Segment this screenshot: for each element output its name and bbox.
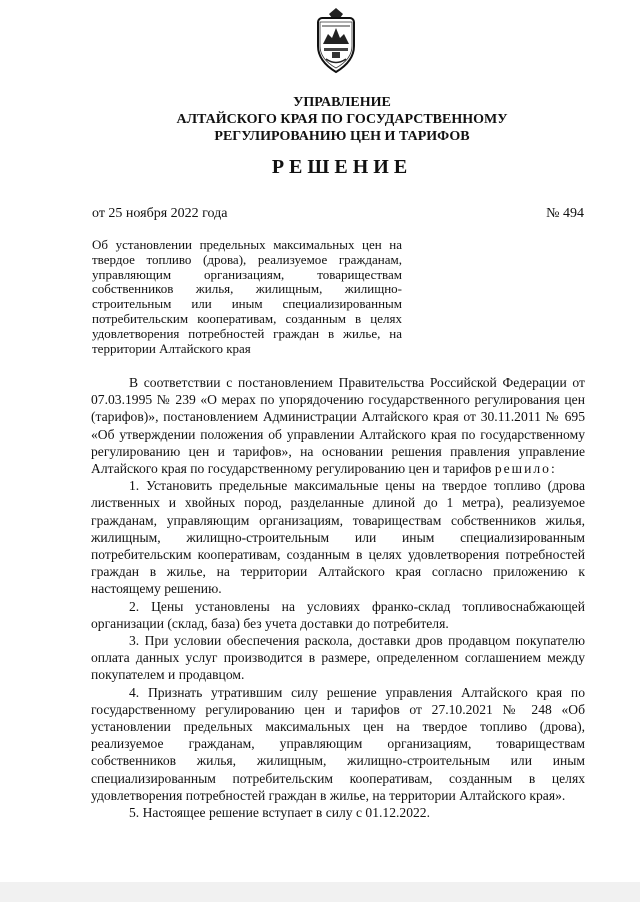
item-paragraph-4: 4. Признать утратившим силу решение управления Алтайского края по государственному регулированию цен и тарифов от 27.10.2021 № 248 «Об установлении предельных максимальных цен на твердое топливо (дрова), реализуемое гражданам, управляющим организациям, товариществам собственников жилья, жилищным, жилищно-строительным или иным специализированным потребительским кооперативам, созданным в целях удовлетворения потребностей граждан в жилье, на территории Алтайского края». (91, 684, 585, 803)
item-paragraph-2: 2. Цены установлены на условиях франко-склад топливоснабжающей организации (склад, база) без учета доставки до потребителя. (91, 598, 585, 631)
document-type-title: РЕШЕНИЕ (271, 156, 413, 178)
item-paragraph-3: 3. При условии обеспечения раскола, доставки дров продавцом покупателю оплата данных услуг производится в размере, определенном соглашением между покупателем и продавцом. (91, 633, 585, 683)
org-line-3: РЕГУЛИРОВАНИЮ ЦЕН И ТАРИФОВ (214, 129, 470, 144)
document-number: № 494 (546, 206, 584, 221)
decides-word: решило: (494, 461, 557, 477)
page-bottom-strip (0, 882, 640, 902)
preamble-paragraph (91, 374, 585, 477)
preamble-text: В соответствии с постановлением Правительства Российской Федерации от 07.03.1995 № 239 «О мерах по упорядочению государственного регулирования цен (тарифов)», постановлением Администрации Алтайского края от 30.11.2011 № 695 «Об утверждении положения об управлении Алтайского края по государственному регулированию цен и тарифов», на основании решения правления управление Алтайского края по государственному регулированию цен и тарифов (91, 375, 585, 477)
altai-krai-coat-of-arms-icon (312, 6, 360, 76)
org-line-2: АЛТАЙСКОГО КРАЯ ПО ГОСУДАРСТВЕННОМУ (176, 112, 508, 127)
organization-name (100, 94, 584, 145)
item-paragraph-1: 1. Установить предельные максимальные цены на твердое топливо (дрова лиственных и хвойных пород, разделанные длиной до 1 метра), реализуемое гражданам, управляющим организациям, товариществам собственников жилья, жилищным, жилищно-строительным или иным специализированным потребительским кооперативам, созданным в целях удовлетворения потребностей граждан в жилье, на территории Алтайского края согласно приложению к настоящему решению. (91, 478, 585, 597)
document-subject: Об установлении предельных максимальных цен на твердое топливо (дрова), реализуемое гражданам, управляющим организациям, товариществам собственников жилья, жилищным, жилищно-строительным или иным специализированным потребительским кооперативам, созданным в целях удовлетворения потребностей граждан в жилье, на территории Алтайского края (92, 237, 402, 356)
org-line-1: УПРАВЛЕНИЕ (293, 95, 391, 110)
document-body (91, 374, 585, 821)
document-date: от 25 ноября 2022 года (92, 206, 228, 221)
item-paragraph-5: 5. Настоящее решение вступает в силу с 01.12.2022. (129, 805, 430, 821)
